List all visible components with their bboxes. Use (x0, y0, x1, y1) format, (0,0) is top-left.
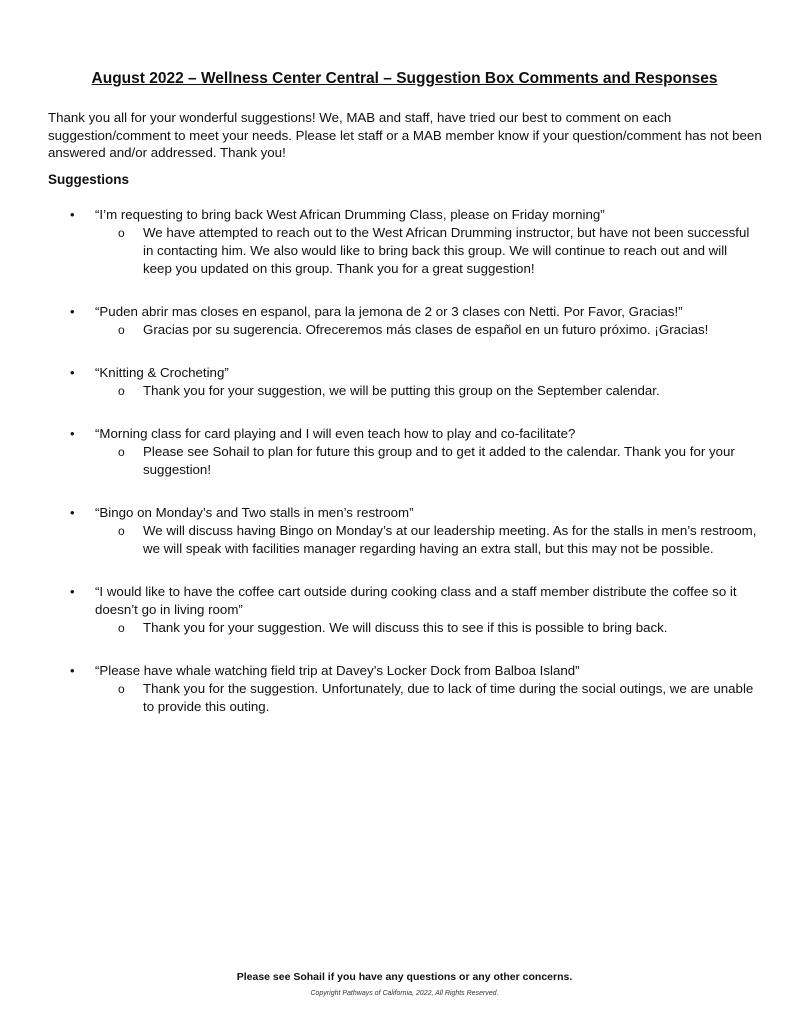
sub-bullet-icon: o (118, 445, 125, 459)
response-row (0, 224, 809, 278)
suggestion-item (0, 504, 809, 558)
suggestion-text: “Please have whale watching field trip at Davey’s Locker Dock from Balboa Island” (95, 663, 580, 678)
bullet-icon: • (70, 365, 75, 380)
sub-bullet-icon: o (118, 621, 125, 635)
response-text: We will discuss having Bingo on Monday’s at our leadership meeting. As for the stalls in men’s restroom, we will speak with facilities manager regarding having an extra stall, but this may not be possible. (143, 523, 757, 556)
response-row (0, 522, 809, 558)
bullet-icon: • (70, 584, 75, 599)
response-text: Thank you for the suggestion. Unfortunately, due to lack of time during the social outings, we are unable to provide this outing. (143, 681, 754, 714)
footer-note: Please see Sohail if you have any questions or any other concerns. (236, 971, 573, 983)
suggestion-text: “Puden abrir mas closes en espanol, para la jemona de 2 or 3 clases con Netti. Por Favor, Gracias!” (95, 304, 683, 319)
bullet-icon: • (70, 505, 75, 520)
suggestion-item (0, 364, 809, 400)
response-row (0, 680, 809, 716)
suggestion-list (0, 206, 809, 741)
suggestion-item (0, 425, 809, 479)
response-text: Please see Sohail to plan for future this group and to get it added to the calendar. Thank you for your suggestion! (143, 444, 735, 477)
document-title: August 2022 – Wellness Center Central – Suggestion Box Comments and Responses (91, 70, 718, 87)
response-text: We have attempted to reach out to the West African Drumming instructor, but have not been successful in contacting him. We also would like to bring back this group. We will continue to reach out and will keep you updated on this group. Thank you for a great suggestion! (143, 225, 750, 276)
sub-bullet-icon: o (118, 524, 125, 538)
sub-bullet-icon: o (118, 226, 125, 240)
response-row (0, 443, 809, 479)
suggestion-item (0, 583, 809, 637)
response-row (0, 321, 809, 339)
bullet-icon: • (70, 304, 75, 319)
suggestion-text: “I’m requesting to bring back West African Drumming Class, please on Friday morning” (95, 207, 605, 222)
suggestion-item (0, 662, 809, 716)
bullet-icon: • (70, 663, 75, 678)
response-text: Gracias por su sugerencia. Ofreceremos más clases de español en un futuro próximo. ¡Gracias! (143, 322, 709, 337)
intro-paragraph: Thank you all for your wonderful suggestions! We, MAB and staff, have tried our best to comment on each suggestion/comment to meet your needs. Please let staff or a MAB member know if your question/comment has not been answered and/or addressed. Thank you! (48, 110, 762, 160)
sub-bullet-icon: o (118, 384, 125, 398)
response-text: Thank you for your suggestion, we will be putting this group on the September calendar. (143, 383, 660, 398)
bullet-icon: • (70, 207, 75, 222)
suggestion-text: “Morning class for card playing and I will even teach how to play and co-facilitate? (95, 426, 576, 441)
response-row (0, 619, 809, 637)
sub-bullet-icon: o (118, 682, 125, 696)
response-text: Thank you for your suggestion. We will discuss this to see if this is possible to bring back. (143, 620, 668, 635)
sub-bullet-icon: o (118, 323, 125, 337)
suggestion-item (0, 303, 809, 339)
bullet-icon: • (70, 426, 75, 441)
suggestion-text: “Bingo on Monday’s and Two stalls in men’s restroom” (95, 505, 414, 520)
suggestion-item (0, 206, 809, 278)
suggestion-text: “Knitting & Crocheting” (95, 365, 229, 380)
copyright-notice: Copyright Pathways of California, 2022, All Rights Reserved. (310, 990, 499, 997)
section-heading: Suggestions (48, 172, 130, 187)
suggestion-text: “I would like to have the coffee cart outside during cooking class and a staff member distribute the coffee so it doesn’t go in living room” (95, 584, 737, 617)
response-row (0, 382, 809, 400)
